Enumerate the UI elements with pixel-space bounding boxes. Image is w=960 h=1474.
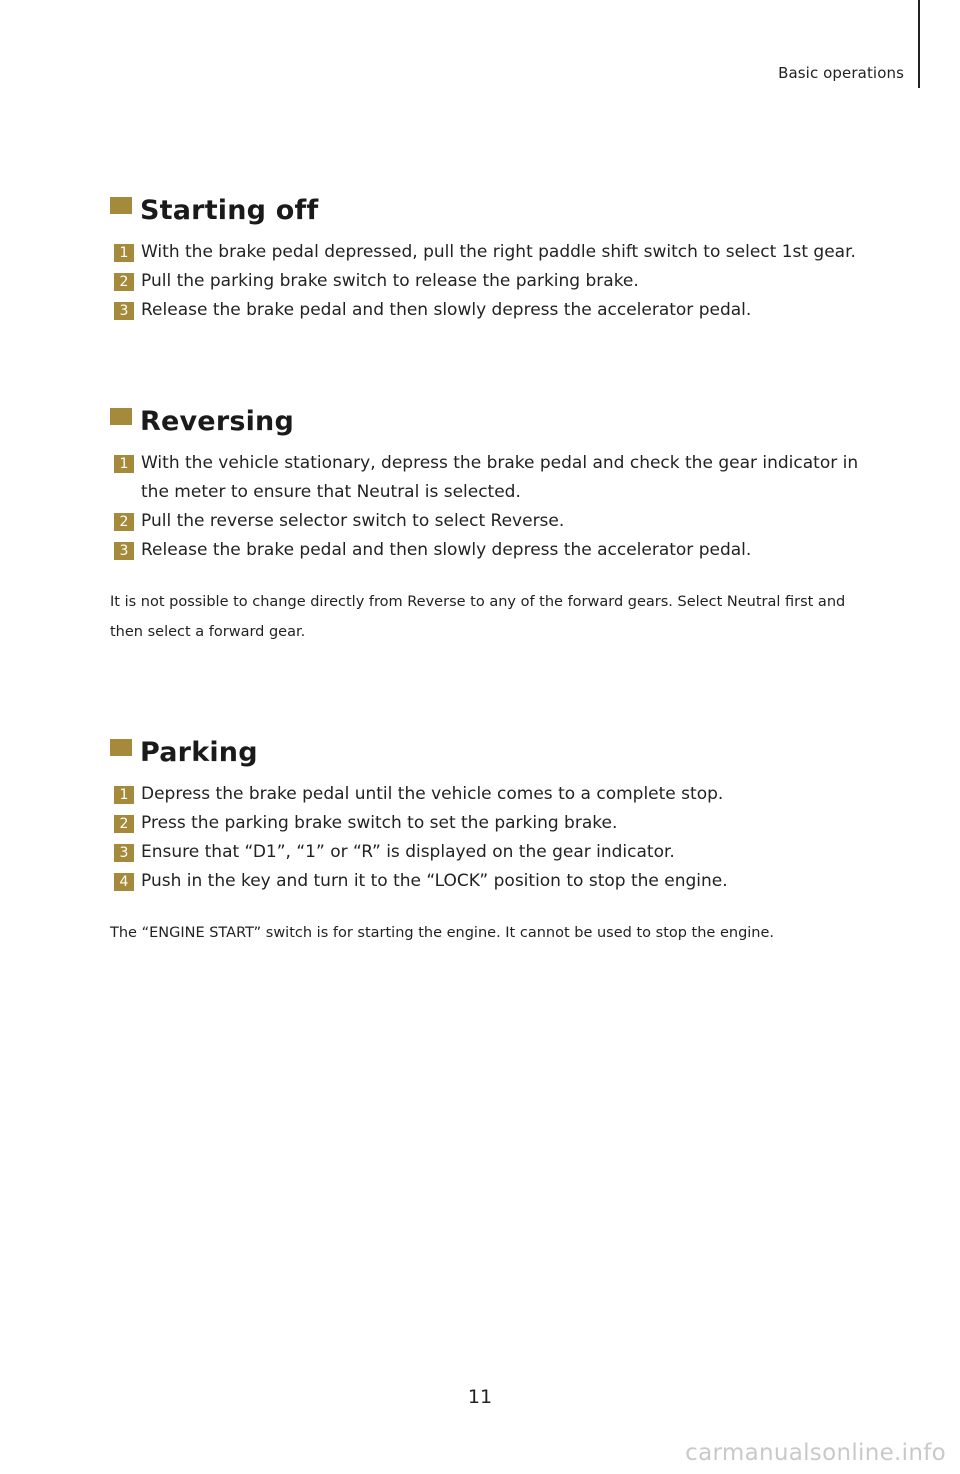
step-list bbox=[110, 780, 870, 896]
step-text: Depress the brake pedal until the vehicle comes to a complete stop. bbox=[141, 784, 724, 804]
step-number-badge: 4 bbox=[114, 873, 134, 891]
step-text: With the vehicle stationary, depress the brake pedal and check the gear indicator in the meter to ensure that Neutral is selected. bbox=[141, 453, 859, 502]
section-reversing bbox=[110, 401, 870, 647]
step-number-badge: 3 bbox=[114, 844, 134, 862]
section-title: Parking bbox=[140, 736, 258, 768]
step-item bbox=[114, 809, 870, 838]
heading-square-icon bbox=[110, 739, 132, 756]
step-number-badge: 2 bbox=[114, 815, 134, 833]
step-text: Push in the key and turn it to the “LOCK” position to stop the engine. bbox=[141, 871, 728, 891]
step-text: Ensure that “D1”, “1” or “R” is displayed on the gear indicator. bbox=[141, 842, 675, 862]
heading-square-icon bbox=[110, 408, 132, 425]
section-title: Starting off bbox=[140, 194, 319, 226]
page-number: 11 bbox=[467, 1386, 493, 1408]
step-text: Pull the reverse selector switch to select Reverse. bbox=[141, 511, 565, 531]
section-note: The “ENGINE START” switch is for starting the engine. It cannot be used to stop the engine. bbox=[110, 925, 775, 941]
section-heading bbox=[110, 732, 870, 772]
step-text: Press the parking brake switch to set the parking brake. bbox=[141, 813, 618, 833]
step-number-badge: 1 bbox=[114, 455, 134, 473]
watermark: carmanualsonline.info bbox=[685, 1440, 946, 1466]
section-heading bbox=[110, 190, 870, 230]
step-text: Release the brake pedal and then slowly depress the accelerator pedal. bbox=[141, 300, 752, 320]
section-starting-off bbox=[110, 190, 870, 325]
section-heading bbox=[110, 401, 870, 441]
step-number-badge: 3 bbox=[114, 302, 134, 320]
step-item bbox=[114, 780, 870, 809]
step-item bbox=[114, 536, 870, 565]
section-parking bbox=[110, 732, 870, 948]
step-list bbox=[110, 449, 870, 565]
step-item bbox=[114, 238, 870, 267]
heading-square-icon bbox=[110, 197, 132, 214]
step-text: Pull the parking brake switch to release the parking brake. bbox=[141, 271, 639, 291]
header-divider bbox=[918, 0, 920, 88]
step-item bbox=[114, 838, 870, 867]
step-text: Release the brake pedal and then slowly depress the accelerator pedal. bbox=[141, 540, 752, 560]
running-header: Basic operations bbox=[778, 64, 904, 82]
step-text: With the brake pedal depressed, pull the right paddle shift switch to select 1st gear. bbox=[141, 242, 856, 262]
step-list bbox=[110, 238, 870, 325]
step-item bbox=[114, 296, 870, 325]
step-item bbox=[114, 507, 870, 536]
section-title: Reversing bbox=[140, 405, 295, 437]
step-number-badge: 3 bbox=[114, 542, 134, 560]
step-number-badge: 2 bbox=[114, 513, 134, 531]
step-number-badge: 1 bbox=[114, 786, 134, 804]
step-item bbox=[114, 449, 870, 507]
step-number-badge: 2 bbox=[114, 273, 134, 291]
step-number-badge: 1 bbox=[114, 244, 134, 262]
step-item bbox=[114, 867, 870, 896]
step-item bbox=[114, 267, 870, 296]
section-note: It is not possible to change directly from Reverse to any of the forward gears. Select Neutral first and then select a forward gear. bbox=[110, 594, 846, 640]
